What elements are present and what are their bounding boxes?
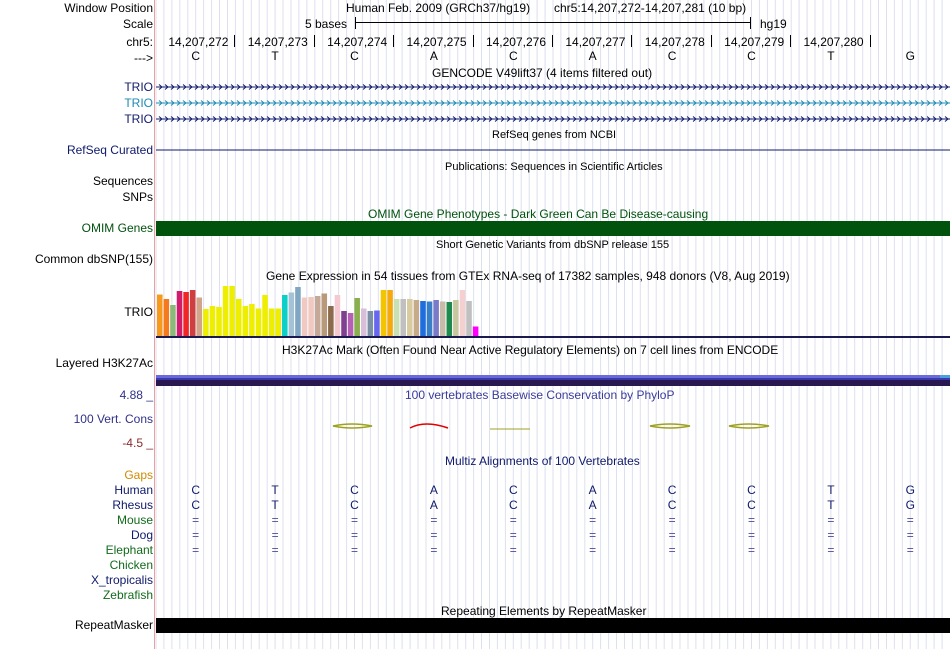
alignment-base-elephant: = [271,543,279,557]
gtex-tissue-bar[interactable] [322,294,328,337]
alignment-base-human: C [508,483,518,497]
gtex-tissue-bar[interactable] [368,311,374,336]
gtex-tissue-bar[interactable] [289,293,295,337]
alignment-base-dog: = [827,528,835,542]
alignment-base-elephant: = [350,543,358,557]
h3k27ac-band-1 [156,375,950,378]
alignment-base-elephant: = [192,543,200,557]
gtex-tissue-bar[interactable] [361,309,367,337]
gtex-tissue-bar[interactable] [387,290,393,336]
alignment-base-mouse: = [668,513,676,527]
alignment-base-mouse: = [589,513,597,527]
gtex-tissue-bar[interactable] [335,295,341,336]
label-species-zebrafish[interactable]: Zebrafish [102,588,153,602]
gtex-tissue-bar[interactable] [243,306,249,336]
alignment-base-elephant: = [668,543,676,557]
ruler-assembly: Human Feb. 2009 (GRCh37/hg19) [346,1,531,15]
gtex-tissue-bar[interactable] [177,291,183,336]
alignment-base-elephant: = [827,543,835,557]
ruler-base: C [508,49,518,63]
gtex-tissue-bar[interactable] [400,299,406,336]
gtex-tissue-bar[interactable] [236,299,242,336]
gtex-tissue-bar[interactable] [256,309,262,337]
label-species-elephant[interactable]: Elephant [105,543,153,557]
gtex-tissue-bar[interactable] [249,304,255,336]
alignment-base-rhesus: A [588,498,597,512]
title-multiz: Multiz Alignments of 100 Vertebrates [445,454,640,468]
gtex-tissue-bar[interactable] [183,292,189,336]
gtex-tissue-bar[interactable] [216,307,222,336]
omim-feature-bar[interactable] [156,221,950,236]
gtex-tissue-bar[interactable] [210,306,216,336]
phylop-signal [333,424,769,429]
gtex-tissue-bar[interactable] [440,302,446,337]
alignment-base-mouse: = [747,513,755,527]
gtex-tissue-bar[interactable] [203,309,209,336]
gtex-tissue-bar[interactable] [447,302,453,336]
ruler-base: A [429,49,438,63]
alignment-base-human: A [429,483,438,497]
alignment-base-mouse: = [271,513,279,527]
gtex-tissue-bar[interactable] [453,300,459,336]
gtex-tissue-bar[interactable] [348,313,354,336]
alignment-base-rhesus: A [429,498,438,512]
gtex-tissue-bar[interactable] [394,299,400,336]
gtex-tissue-bar[interactable] [157,295,163,337]
alignment-base-rhesus: C [350,498,359,512]
alignment-base-human: T [271,483,279,497]
ruler-base: T [271,49,279,63]
alignment-base-dog: = [906,528,914,542]
gtex-tissue-bar[interactable] [354,298,360,336]
label-scale: Scale [122,17,153,31]
gtex-tissue-bar[interactable] [427,302,433,337]
gtex-tissue-bar[interactable] [229,286,235,336]
gtex-tissue-bar[interactable] [328,306,334,336]
ruler-position-label: 14,207,275 [406,35,467,49]
label-repeatmasker[interactable]: RepeatMasker [74,618,153,632]
gtex-bars[interactable] [157,286,478,336]
gtex-tissue-bar[interactable] [433,300,439,336]
alignment-base-human: C [350,483,359,497]
ruler-position-label: 14,207,278 [644,35,705,49]
ruler-region: chr5:14,207,272-14,207,281 (10 bp) [554,1,747,15]
alignment-base-dog: = [509,528,517,542]
title-repeatmasker: Repeating Elements by RepeatMasker [441,604,647,618]
gtex-tissue-bar[interactable] [374,311,380,337]
label-species-mouse[interactable]: Mouse [116,513,153,527]
ruler-base: G [905,49,915,63]
label-common-dbsnp[interactable]: Common dbSNP(155) [34,252,153,266]
ruler-base: C [350,49,359,63]
alignment-base-elephant: = [430,543,438,557]
repeatmasker-feature-bar[interactable] [156,618,950,633]
gtex-tissue-bar[interactable] [196,298,202,337]
ruler-base: T [827,49,835,63]
ruler-position-label: 14,207,277 [565,35,626,49]
ruler-scale-label: 5 bases [305,17,348,31]
gtex-tissue-bar[interactable] [466,301,472,336]
alignment-base-elephant: = [509,543,517,557]
alignment-base-dog: = [589,528,597,542]
gtex-tissue-bar[interactable] [302,298,308,337]
gtex-tissue-bar[interactable] [460,290,466,336]
ruler-position-label: 14,207,274 [327,35,388,49]
alignment-base-rhesus: C [508,498,518,512]
label-snps[interactable]: SNPs [122,190,153,204]
alignment-base-mouse: = [906,513,914,527]
label-refseq-curated[interactable]: RefSeq Curated [66,143,153,157]
gtex-tissue-bar[interactable] [308,297,314,336]
title-h3k27ac: H3K27Ac Mark (Often Found Near Active Regulatory Elements) on 7 cell lines from ENCODE [282,343,779,357]
gtex-tissue-bar[interactable] [407,299,413,336]
ruler-position-label: 14,207,279 [724,35,785,49]
alignment-base-elephant: = [589,543,597,557]
title-dbsnp: Short Genetic Variants from dbSNP release 155 [436,239,670,251]
alignment-base-mouse: = [509,513,517,527]
alignment-base-dog: = [192,528,200,542]
ruler-db: hg19 [760,17,787,31]
ruler-position-label: 14,207,272 [168,35,229,49]
title-refseq: RefSeq genes from NCBI [492,129,617,141]
title-omim: OMIM Gene Phenotypes - Dark Green Can Be Disease-causing [368,207,709,221]
alignment-base-human: C [667,483,677,497]
alignment-base-elephant: = [906,543,914,557]
label-phylop-min: -4.5 _ [122,436,153,450]
gtex-tissue-bar[interactable] [473,327,479,337]
gtex-tissue-bar[interactable] [282,295,288,336]
title-gtex: Gene Expression in 54 tissues from GTEx RNA-seq of 17382 samples, 948 donors (V8, Aug 2019) [266,269,790,283]
label-sequences[interactable]: Sequences [92,174,153,188]
gtex-tissue-bar[interactable] [170,305,176,336]
alignment-base-rhesus: G [905,498,915,512]
gtex-tissue-bar[interactable] [414,300,420,336]
alignment-base-rhesus: C [667,498,677,512]
ruler-position-label: 14,207,276 [485,35,546,49]
alignment-base-human: T [827,483,835,497]
ruler-base: C [667,49,677,63]
ruler-position-label: 14,207,273 [247,35,308,49]
label-species-human[interactable]: Human [114,483,153,497]
label-gaps[interactable]: Gaps [124,468,153,482]
alignment-base-human: C [747,483,756,497]
title-publications: Publications: Sequences in Scientific Articles [445,161,663,173]
alignment-base-dog: = [747,528,755,542]
label-species-dog[interactable]: Dog [130,528,153,542]
gtex-tissue-bar[interactable] [420,301,426,336]
alignment-base-dog: = [668,528,676,542]
alignment-base-mouse: = [430,513,438,527]
alignment-base-rhesus: T [827,498,835,512]
label-omim-genes[interactable]: OMIM Genes [81,221,153,235]
label-layered-h3k27ac[interactable]: Layered H3K27Ac [55,356,153,370]
alignment-base-human: C [191,483,201,497]
alignment-base-dog: = [350,528,358,542]
alignment-base-mouse: = [827,513,835,527]
alignment-base-dog: = [271,528,279,542]
alignment-base-rhesus: T [271,498,279,512]
label-gtex-trio[interactable]: TRIO [124,305,153,319]
gtex-tissue-bar[interactable] [295,287,301,336]
ruler-position-label: 14,207,280 [803,35,864,49]
gtex-tissue-bar[interactable] [262,295,268,336]
gtex-tissue-bar[interactable] [275,309,281,337]
label-gencode-trio-2[interactable]: TRIO [124,96,153,110]
gtex-tissue-bar[interactable] [164,299,170,336]
h3k27ac-band-3 [156,380,950,386]
label-species-xtropicalis[interactable]: X_tropicalis [90,573,153,587]
label-chrom: chr5: [126,35,153,49]
alignment-base-elephant: = [747,543,755,557]
alignment-base-human: A [588,483,597,497]
gtex-tissue-bar[interactable] [381,290,387,336]
title-phylop: 100 vertebrates Basewise Conservation by PhyloP [405,388,675,402]
h3k27ac-band-2 [156,378,950,380]
label-gencode-trio-3[interactable]: TRIO [124,112,153,126]
ruler-base: A [588,49,597,63]
alignment-base-dog: = [430,528,438,542]
gtex-tissue-bar[interactable] [223,286,229,336]
alignment-base-rhesus: C [191,498,201,512]
ruler-base: C [747,49,756,63]
label-species-rhesus[interactable]: Rhesus [112,498,153,512]
label-phylop-max: 4.88 _ [119,388,153,402]
alignment-base-rhesus: C [747,498,756,512]
h3k27ac-band-edge [940,375,950,378]
gtex-tissue-bar[interactable] [269,309,275,337]
alignment-base-human: G [905,483,915,497]
label-window-position: Window Position [64,1,153,15]
alignment-base-mouse: = [192,513,200,527]
label-gencode-trio-1[interactable]: TRIO [124,80,153,94]
title-gencode: GENCODE V49lift37 (4 items filtered out) [432,66,653,80]
ruler-base: C [191,49,201,63]
gtex-tissue-bar[interactable] [341,311,347,336]
gtex-tissue-bar[interactable] [315,296,321,336]
label-species-chicken[interactable]: Chicken [109,558,153,572]
label-phylop[interactable]: 100 Vert. Cons [73,412,153,426]
alignment-base-mouse: = [350,513,358,527]
gtex-tissue-bar[interactable] [190,290,196,336]
label-strand-arrow: ---> [134,51,153,65]
